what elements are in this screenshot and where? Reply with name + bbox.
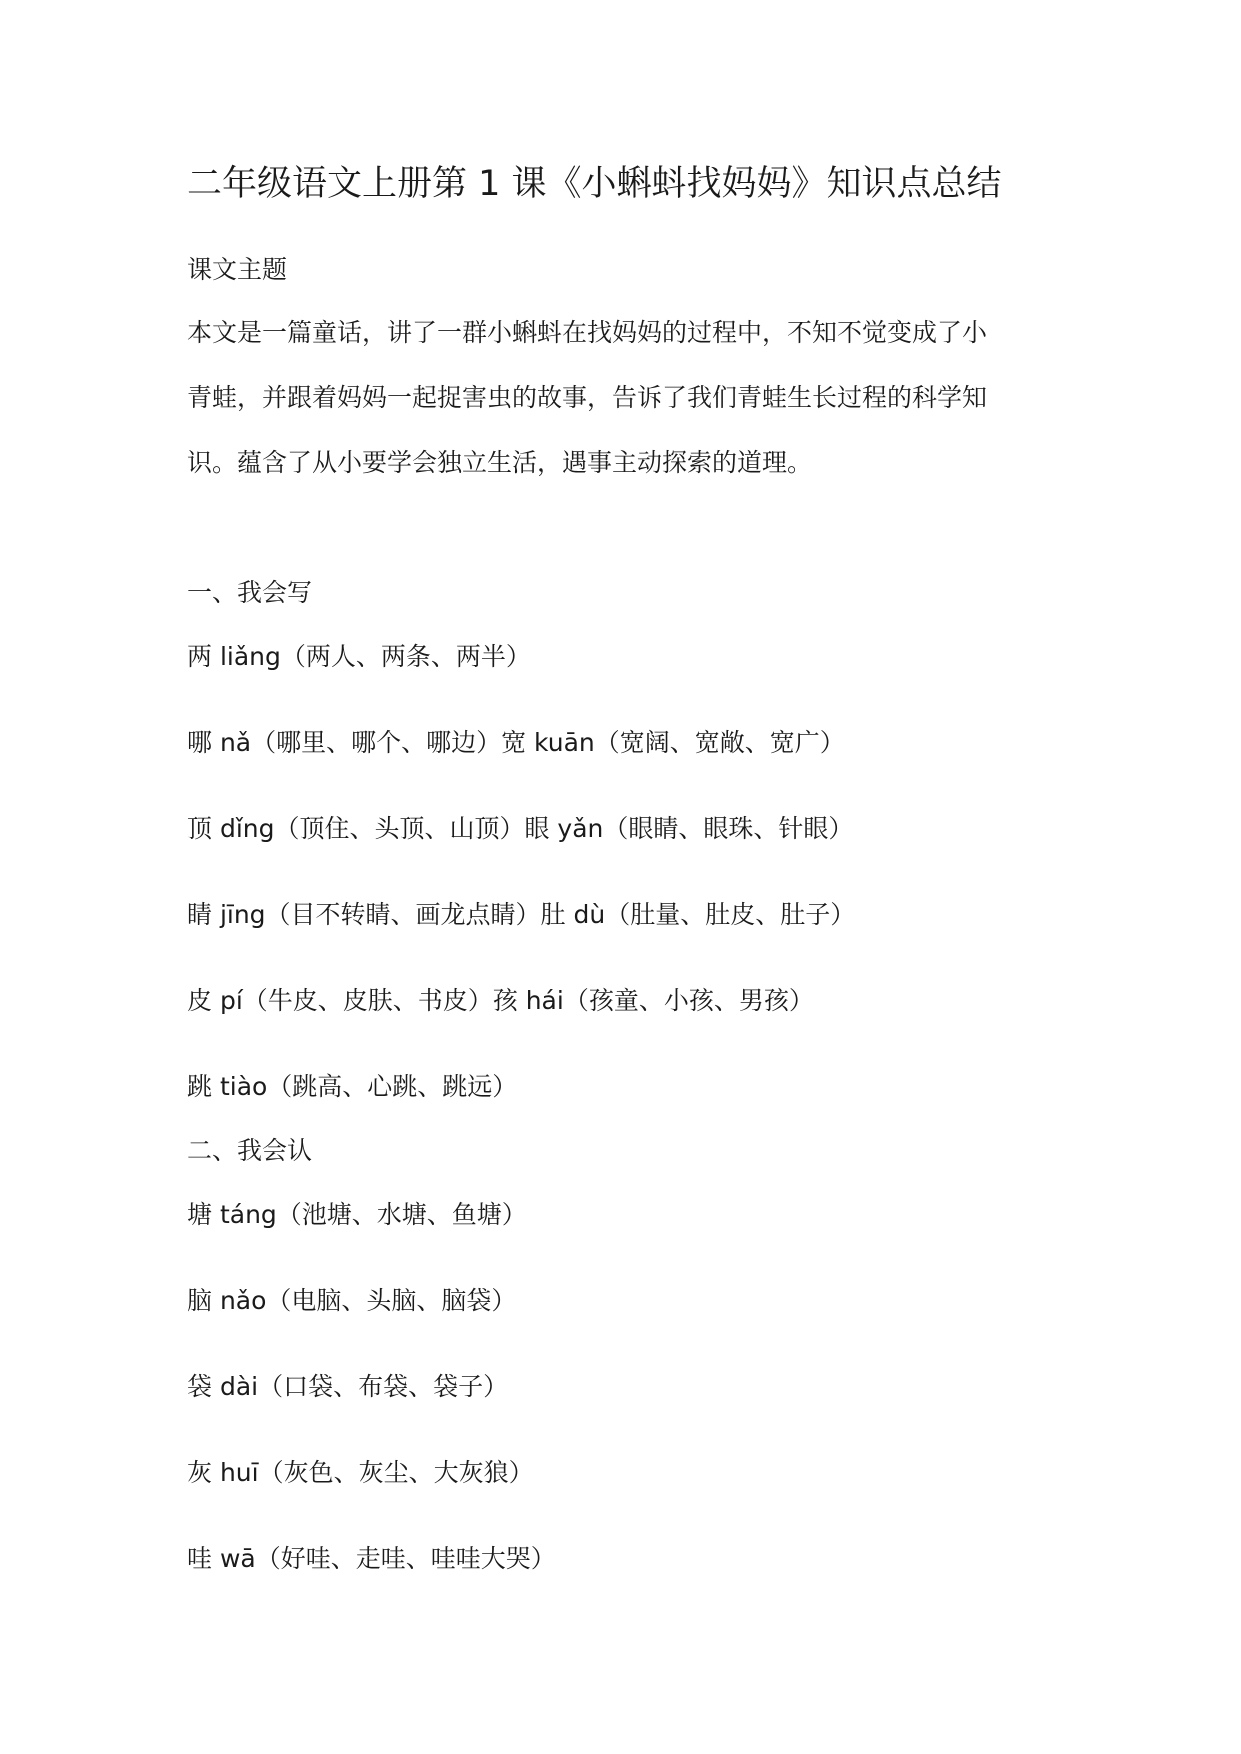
write-item-3: 顶 dǐng（顶住、头顶、山顶）眼 yǎn（眼睛、眼珠、针眼） bbox=[187, 814, 854, 843]
write-item-5: 皮 pí（牛皮、皮肤、书皮）孩 hái（孩童、小孩、男孩） bbox=[187, 986, 814, 1015]
theme-paragraph-line-2: 青蛙，并跟着妈妈一起捉害虫的故事，告诉了我们青蛙生长过程的科学知 bbox=[187, 383, 988, 412]
section-heading-write: 一、我会写 bbox=[187, 578, 313, 607]
recognize-item-5: 哇 wā（好哇、走哇、哇哇大哭） bbox=[187, 1544, 556, 1573]
theme-paragraph-line-3: 识。蕴含了从小要学会独立生活，遇事主动探索的道理。 bbox=[187, 448, 813, 477]
section-heading-recognize: 二、我会认 bbox=[187, 1136, 313, 1165]
write-item-1: 两 liǎng（两人、两条、两半） bbox=[187, 642, 531, 671]
write-item-6: 跳 tiào（跳高、心跳、跳远） bbox=[187, 1072, 518, 1101]
write-item-4: 睛 jīng（目不转睛、画龙点睛）肚 dù（肚量、肚皮、肚子） bbox=[187, 900, 856, 929]
recognize-item-4: 灰 huī（灰色、灰尘、大灰狼） bbox=[187, 1458, 534, 1487]
theme-heading: 课文主题 bbox=[187, 255, 288, 284]
recognize-item-3: 袋 dài（口袋、布袋、袋子） bbox=[187, 1372, 509, 1401]
document-title: 二年级语文上册第 1 课《小蝌蚪找妈妈》知识点总结 bbox=[187, 164, 1002, 204]
write-item-2: 哪 nǎ（哪里、哪个、哪边）宽 kuān（宽阔、宽敞、宽广） bbox=[187, 728, 845, 757]
recognize-item-1: 塘 táng（池塘、水塘、鱼塘） bbox=[187, 1200, 527, 1229]
theme-paragraph-line-1: 本文是一篇童话，讲了一群小蝌蚪在找妈妈的过程中，不知不觉变成了小 bbox=[187, 318, 988, 347]
recognize-item-2: 脑 nǎo（电脑、头脑、脑袋） bbox=[187, 1286, 517, 1315]
